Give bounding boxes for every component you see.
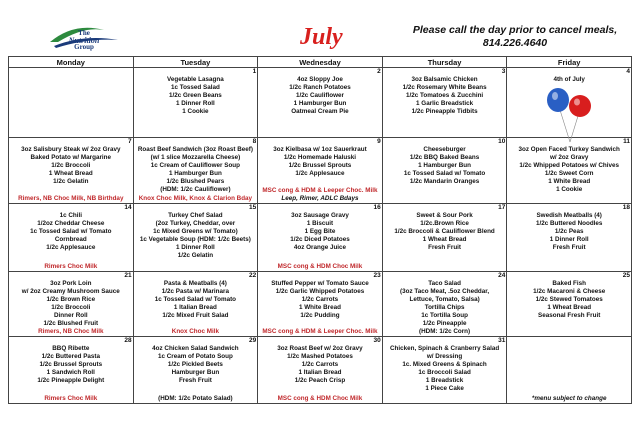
menu-items (507, 68, 631, 84)
menu-item: 1 Garlic Breadstick (416, 100, 474, 107)
menu-item: Fresh Fruit (428, 244, 462, 251)
day-cell (382, 272, 507, 337)
day-cell (9, 337, 134, 404)
header (0, 0, 640, 58)
menu-items (134, 138, 258, 194)
menu-item: 1/2c Mixed Fruit Salad (162, 312, 229, 319)
menu-item: 1 Sandwich Roll (46, 369, 95, 376)
menu-items (507, 138, 631, 194)
menu-item: 1 Dinner Roll (175, 244, 215, 251)
menu-item: 1/2c Pineapple Tidbits (411, 108, 478, 115)
month-title: July (300, 24, 343, 50)
menu-item: 4th of July (553, 76, 585, 83)
menu-item: 1/2c Sweet Corn (544, 170, 594, 177)
day-cell (9, 204, 134, 272)
menu-item: 1/2c Stewed Tomatoes (535, 296, 603, 303)
day-number: 4 (626, 68, 630, 75)
menu-item: 1/2oz Cheddar Cheese (37, 220, 105, 227)
menu-item: Fresh Fruit (178, 377, 212, 384)
day-number: 29 (248, 337, 257, 344)
day-number: 24 (498, 272, 506, 279)
menu-item: 1/2c Pineapple Delight (37, 377, 105, 384)
day-number: 30 (373, 337, 381, 344)
menu-item: w/ 2oz Creamy Mushroom Sauce (21, 288, 120, 295)
menu-item: 4oz Chicken Salad Sandwich (152, 345, 239, 352)
menu-item: 1 Italian Bread (298, 369, 342, 376)
menu-item: 1/2c Applesauce (46, 244, 96, 251)
menu-item: 1 White Bread (298, 304, 341, 311)
menu-item: 1/2c Broccoli & Cauliflower Blend (394, 228, 495, 235)
menu-item: Fresh Fruit (552, 244, 586, 251)
menu-item: Taco Salad (428, 280, 461, 287)
birthday-note: Leep, Rimer, ADLC Bdays (281, 195, 359, 202)
menu-item: 1/2c Ranch Potatoes (289, 84, 351, 91)
day-cell (258, 68, 383, 138)
logo-line-2: Nutrition (68, 36, 100, 45)
menu-item: 1c Cream of Cauliflower Soup (150, 162, 240, 169)
menu-item: 1/2c Pickled Beets (167, 361, 223, 368)
day-number: 18 (622, 204, 630, 211)
menu-item: 1/2c Blushed Fruit (43, 320, 99, 327)
day-cell (507, 204, 632, 272)
menu-item: 1/2c Macaroni & Cheese (533, 288, 606, 295)
day-number: 15 (248, 204, 257, 211)
menu-item: 4oz Sloppy Joe (297, 76, 343, 83)
milk-note: MSC cong & HDM & Leeper Choc. Milk (262, 187, 378, 194)
nutrition-group-logo (44, 20, 124, 50)
day-cell (258, 138, 383, 204)
menu-item: 1/2c Rosemary White Beans (402, 84, 487, 91)
day-cell (258, 204, 383, 272)
day-cell (9, 138, 134, 204)
menu-item: 3oz Kielbasa w/ 1oz Sauerkraut (273, 146, 367, 153)
day-number: 10 (498, 138, 506, 145)
menu-item: 1/2c Green Beans (168, 92, 222, 99)
menu-items (258, 272, 382, 320)
milk-note: MSC cong & HDM Choc Milk (277, 263, 363, 270)
menu-item: (HDM: 1/2c Corn) (419, 328, 471, 335)
menu-item: 1/2c Pasta w/ Marinara (161, 288, 229, 295)
logo-line-3: Group (74, 43, 94, 51)
menu-item: 1/2c Applesauce (295, 170, 345, 177)
menu-item: 1/2c Tomatoes & Zucchini (405, 92, 484, 99)
menu-item: 1/2c Blushed Pears (166, 178, 225, 185)
menu-item: 1 Egg Bite (304, 228, 336, 235)
menu-item: 1c Tortilla Soup (421, 312, 468, 319)
menu-items (383, 68, 507, 116)
menu-item: Swedish Meatballs (4) (536, 212, 602, 219)
menu-items (507, 204, 631, 252)
phone-number: 814.226.4640 (482, 37, 548, 49)
menu-item: 1/2c Gelatin (53, 178, 89, 185)
day-cell (507, 272, 632, 337)
menu-item: 1/2c Brussel Sprouts (39, 361, 103, 368)
menu-items (383, 337, 507, 393)
menu-item: 1/2c Peas (554, 228, 584, 235)
day-number: 1 (252, 68, 257, 75)
day-cell (258, 272, 383, 337)
menu-item: 4oz Orange Juice (293, 244, 347, 251)
menu-item: 1 Cookie (556, 186, 583, 193)
menu-item: 1c Tossed Salad w/ Tomato (154, 296, 237, 303)
menu-items (383, 204, 507, 252)
weekday-wednesday: Wednesday (258, 57, 383, 68)
menu-item: 3oz Balsamic Chicken (411, 76, 478, 83)
milk-note: Rimers, NB Choc Milk (38, 328, 104, 335)
menu-item: 1/2c Cauliflower (296, 92, 344, 99)
menu-item: 1 Dinner Roll (175, 100, 215, 107)
day-cell (133, 337, 258, 404)
menu-item: w/ Dressing (426, 353, 463, 360)
menu-item: 1/2c Diced Potatoes (290, 236, 350, 243)
milk-note: MSC cong & HDM Choc Milk (277, 395, 363, 402)
menu-item: Vegetable Lasagna (167, 76, 224, 83)
menu-item: 1/2c Brussel Sprouts (288, 162, 352, 169)
day-cell (9, 272, 134, 337)
menu-items (134, 204, 258, 260)
day-cell (382, 138, 507, 204)
milk-note: Rimers Choc Milk (44, 263, 98, 270)
day-cell (507, 337, 632, 404)
menu-item: 1 Wheat Bread (547, 304, 592, 311)
menu-item: 1/2c Whipped Potatoes w/ Chives (519, 162, 620, 169)
menu-item: Chicken, Spinach & Cranberry Salad (389, 345, 500, 352)
milk-note: Knox Choc Milk (171, 328, 219, 335)
logo-text (56, 30, 112, 51)
milk-note: Rimers Choc Milk (44, 395, 98, 402)
menu-items (9, 68, 133, 76)
menu-items (507, 272, 631, 320)
menu-items (258, 138, 382, 178)
day-cell (382, 204, 507, 272)
menu-items (134, 68, 258, 116)
menu-item: 1/2c Homemade Haluski (283, 154, 357, 161)
menu-items (258, 68, 382, 116)
menu-item: 3oz Salisbury Steak w/ 2oz Gravy (21, 146, 121, 153)
day-number: 23 (373, 272, 381, 279)
menu-item: 1 White Bread (548, 178, 591, 185)
menu-item: Lettuce, Tomato, Salsa) (409, 296, 480, 303)
menu-items (9, 272, 133, 328)
menu-item: 1 Hamburger Bun (293, 100, 347, 107)
menu-item: 1/2c Pineapple (422, 320, 467, 327)
day-number: 16 (373, 204, 381, 211)
menu-item: 1/2c Broccoli (51, 304, 91, 311)
menu-item: Tortilla Chips (424, 304, 465, 311)
day-cell (133, 138, 258, 204)
menu-item: 1c Tossed Salad w/ Tomato (403, 170, 486, 177)
menu-item: 1/2c.Brown Rice (420, 220, 469, 227)
milk-note: Knox Choc Milk, Knox & Clarion Bday (138, 195, 253, 202)
menu-item: 1/2c Garlic Whipped Potatoes (275, 288, 365, 295)
balloons-icon (540, 86, 600, 144)
day-number: 14 (124, 204, 132, 211)
menu-item: 1/2c BBQ Baked Beans (409, 154, 480, 161)
day-number: 25 (622, 272, 630, 279)
menu-item: Cornbread (54, 236, 87, 243)
week-row (9, 68, 632, 138)
week-row (9, 138, 632, 204)
menu-items (383, 272, 507, 336)
day-number: 2 (377, 68, 381, 75)
menu-item: Seasonal Fresh Fruit (538, 312, 601, 319)
menu-item: 1c Tossed Salad (170, 84, 220, 91)
menu-item: 1c Cream of Potato Soup (157, 353, 233, 360)
menu-item: (HDM: 1/2c Cauliflower) (160, 186, 231, 193)
menu-items (134, 272, 258, 320)
day-cell (507, 138, 632, 204)
menu-item: Roast Beef Sandwich (3oz Roast Beef) (137, 146, 253, 153)
menu-items (134, 337, 258, 385)
week-row (9, 337, 632, 404)
menu-item: Pasta & Meatballs (4) (163, 280, 227, 287)
menu-item: Dinner Roll (54, 312, 88, 319)
menu-item: 1c Tossed Salad w/ Tomato (30, 228, 112, 235)
menu-item: 1c. Mixed Greens & Spinach (402, 361, 487, 368)
menu-item: (2oz Turkey, Cheddar, over (155, 220, 236, 227)
day-number: 7 (127, 138, 132, 145)
day-number: 22 (248, 272, 257, 279)
day-number: 9 (377, 138, 381, 145)
day-cell (133, 204, 258, 272)
menu-item: 1/2c Peach Crisp (294, 377, 346, 384)
menu-item: 1c Vegetable Soup (HDM: 1/2c Beets) (139, 236, 251, 243)
milk-note: (HDM: 1/2c Potato Salad) (158, 395, 233, 402)
day-number: 17 (498, 204, 506, 211)
menu-items (258, 204, 382, 252)
day-number: 31 (498, 337, 506, 344)
menu-items (507, 337, 631, 345)
menu-items (383, 138, 507, 186)
day-cell (382, 337, 507, 404)
day-number: 21 (124, 272, 132, 279)
calendar-body (9, 68, 632, 404)
menu-item: 3oz Open Faced Turkey Sandwich (518, 146, 620, 153)
day-cell (9, 68, 134, 138)
week-row (9, 204, 632, 272)
menu-item: 1 Hamburger Bun (168, 170, 222, 177)
menu-item: 1 Italian Bread (173, 304, 217, 311)
menu-item: 3oz Roast Beef w/ 2oz Gravy (277, 345, 363, 352)
menu-item: 1/2c Carrots (301, 296, 339, 303)
menu-item: 1/2c Carrots (301, 361, 339, 368)
menu-item: Oatmeal Cream Pie (291, 108, 349, 115)
notice-line-1: Please call the day prior to cancel meals, (412, 24, 618, 36)
weekday-thursday: Thursday (382, 57, 507, 68)
menu-item: Hamburger Bun (171, 369, 220, 376)
menu-item: w/ 2oz Gravy (549, 154, 589, 161)
day-cell (382, 68, 507, 138)
menu-item: 1/2c Gelatin (177, 252, 214, 259)
cancel-notice (400, 24, 630, 50)
menu-item: (w/ 1 slice Mozzarella Cheese) (150, 154, 241, 161)
day-number: 3 (501, 68, 506, 75)
menu-items (9, 337, 133, 385)
weekday-tuesday: Tuesday (133, 57, 258, 68)
menu-calendar (8, 56, 632, 404)
day-number: 8 (252, 138, 257, 145)
logo-line-1: The (78, 29, 90, 37)
menu-item: Baked Fish (552, 280, 586, 287)
day-number: 11 (623, 138, 630, 145)
week-row (9, 272, 632, 337)
weekday-monday: Monday (9, 57, 134, 68)
menu-item: 1 Breadstick (425, 377, 464, 384)
menu-item: Baked Potato w/ Margarine (30, 154, 112, 161)
weekday-friday: Friday (507, 57, 632, 68)
menu-item: Sweet & Sour Pork (416, 212, 473, 219)
milk-note: Rimers, NB Choc Milk, NB Birthday (18, 195, 124, 202)
menu-item: 1/2c Broccoli (51, 162, 91, 169)
day-cell (133, 68, 258, 138)
day-cell (133, 272, 258, 337)
menu-item: 1/2c Brown Rice (46, 296, 96, 303)
menu-items (9, 138, 133, 186)
menu-item: 1 Dinner Roll (549, 236, 589, 243)
milk-note: MSC cong & HDM & Leeper Choc. Milk (262, 328, 378, 335)
menu-item: 1/2c Buttered Noodles (535, 220, 603, 227)
menu-disclaimer: *menu subject to change (531, 395, 607, 402)
menu-item: 1c Chili (59, 212, 82, 219)
menu-item: 3oz Pork Loin (50, 280, 92, 287)
menu-item: 1c Mixed Greens w/ Tomato) (153, 228, 238, 235)
weekday-header-row (9, 57, 632, 68)
menu-item: Cheeseburger (423, 146, 466, 153)
menu-item: 1c Broccoli Salad (418, 369, 471, 376)
menu-items (9, 204, 133, 252)
menu-item: 1 Cookie (182, 108, 209, 115)
menu-item: (3oz Taco Meat, .5oz Cheddar, (400, 288, 490, 295)
menu-item: 1/2c Mashed Potatoes (287, 353, 353, 360)
menu-item: Turkey Chef Salad (168, 212, 223, 219)
menu-item: 1/2c Mandarin Oranges (409, 178, 480, 185)
menu-item: BBQ Ribette (52, 345, 90, 352)
menu-item: Stuffed Pepper w/ Tomato Sauce (271, 280, 369, 287)
menu-items (258, 337, 382, 385)
menu-item: 1 Wheat Bread (422, 236, 467, 243)
menu-item: 1/2c Pudding (300, 312, 340, 319)
day-cell (258, 337, 383, 404)
menu-item: 3oz Sausage Gravy (291, 212, 349, 219)
menu-item: 1 Piece Cake (425, 385, 464, 392)
menu-item: 1 Hamburger Bun (418, 162, 471, 169)
day-number: 28 (124, 337, 132, 344)
menu-item: 1 Biscuit (306, 220, 334, 227)
menu-item: 1/2c Buttered Pasta (41, 353, 101, 360)
menu-item: 1 Wheat Bread (48, 170, 93, 177)
